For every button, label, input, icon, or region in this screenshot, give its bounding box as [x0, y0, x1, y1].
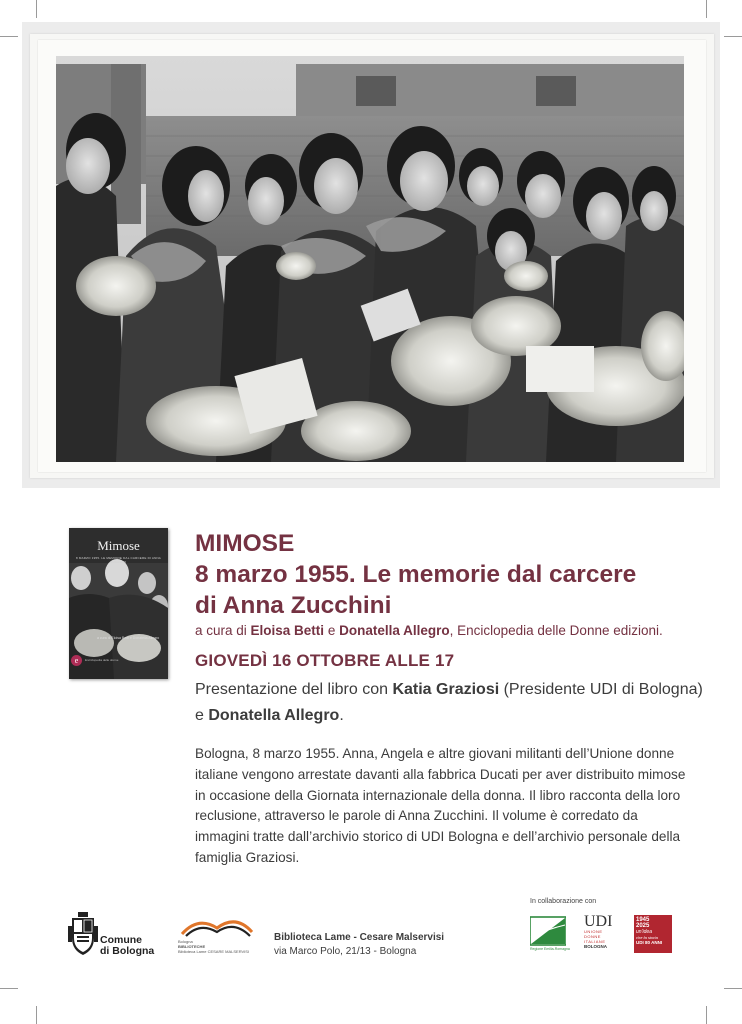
presentation-suffix: .	[339, 707, 344, 724]
library-address	[274, 931, 444, 959]
comune-line2: di Bologna	[100, 945, 155, 957]
book-editors: a cura di Eloisa Betti e Donatella Allegro	[97, 636, 160, 640]
presentation-speaker1: Katia Graziosi	[392, 681, 500, 698]
comune-name	[100, 935, 154, 957]
bib-logo-line1: Bologna	[178, 939, 193, 944]
title-main: MIMOSE	[195, 530, 295, 557]
presentation-middle: (Presidente UDI di Bologna) e	[195, 681, 703, 724]
photo-illustration	[56, 56, 684, 462]
collaboration-label: In collaborazione con	[530, 898, 597, 905]
udi-line5: BOLOGNA	[584, 944, 607, 949]
book-cover	[69, 528, 168, 679]
crop-mark	[0, 988, 18, 989]
crop-mark	[724, 36, 742, 37]
crop-mark	[36, 1006, 37, 1024]
event-description: Bologna, 8 marzo 1955. Anna, Angela e altre giovani militanti dell’Unione donne italiane vengono arrestate davanti alla fabbrica Ducati per aver distribuito mimose in occasione della Giornata internazionale della donna. Il libro racconta della loro reclusione, attraverso le parole di Anna Zucchini. Il volume è corredato da immagini tratte dall’archivio storico di UDI Bologna e dell’archivio personale della famiglia Graziosi.	[195, 746, 686, 865]
crop-mark	[0, 36, 18, 37]
crop-mark	[706, 1006, 707, 1024]
biblioteche-bologna-logo	[178, 912, 258, 960]
curatela-editor2: Donatella Allegro	[339, 623, 450, 638]
udi-logo-text: UDI	[584, 913, 613, 930]
curatela-editor1: Eloisa Betti	[250, 623, 325, 638]
title-block	[195, 528, 715, 621]
presentation-prefix: Presentazione del libro con	[195, 681, 393, 698]
udi80-line1: 1945	[636, 917, 650, 923]
udi-line2: UNIONE	[584, 929, 603, 934]
book-subtitle: 8 MARZO 1955. LE MEMORIE DAL CARCERE DI ANNA ZUCCHINI	[75, 556, 162, 564]
book-publisher: Enciclopedia delle donne	[85, 658, 119, 662]
event-presentation	[195, 677, 715, 729]
presentation-speaker2: Donatella Allegro	[208, 707, 340, 724]
udi-bologna-logo	[584, 915, 614, 953]
udi-80-anni-logo	[634, 915, 672, 953]
bib-logo-line3: Biblioteca Lame CESARE MALSERVISI	[178, 949, 250, 954]
archival-photo	[56, 56, 684, 462]
library-name: Biblioteca Lame - Cesare Malservisi	[274, 932, 445, 943]
crop-mark	[706, 0, 707, 18]
book-title: Mimose	[97, 538, 140, 553]
comune-line1: Comune	[100, 934, 142, 946]
udi80-line4: che fa storia	[636, 935, 658, 940]
curatela-publisher: , Enciclopedia delle Donne edizioni.	[449, 623, 663, 638]
library-street: via Marco Polo, 21/13 - Bologna	[274, 946, 417, 957]
comune-di-bologna-logo	[68, 912, 158, 960]
udi80-line3: un'idea	[636, 929, 652, 935]
title-subtitle-line1: 8 marzo 1955. Le memorie dal carcere	[195, 561, 637, 588]
bib-logo-line2: BIBLIOTECHE	[178, 944, 206, 949]
crop-mark	[724, 988, 742, 989]
udi-line4: ITALIANE	[584, 939, 606, 944]
bologna-coat-of-arms-icon	[68, 912, 98, 956]
title-subtitle-line2: di Anna Zucchini	[195, 592, 392, 619]
regione-emilia-romagna-logo	[530, 915, 570, 953]
udi-line3: DONNE	[584, 934, 601, 939]
udi80-line2: 2025	[636, 923, 650, 929]
publisher-logo: e	[71, 655, 82, 666]
event-date: GIOVEDÌ 16 OTTOBRE ALLE 17	[195, 651, 455, 670]
crop-mark	[36, 0, 37, 18]
regione-name: Regione Emilia-Romagna	[530, 947, 570, 951]
curatela-and: e	[324, 623, 340, 638]
udi80-line5: UDI 80 ANNI	[636, 940, 663, 945]
curatela	[195, 623, 663, 638]
curatela-prefix: a cura di	[195, 623, 251, 638]
open-book-icon	[180, 912, 254, 938]
